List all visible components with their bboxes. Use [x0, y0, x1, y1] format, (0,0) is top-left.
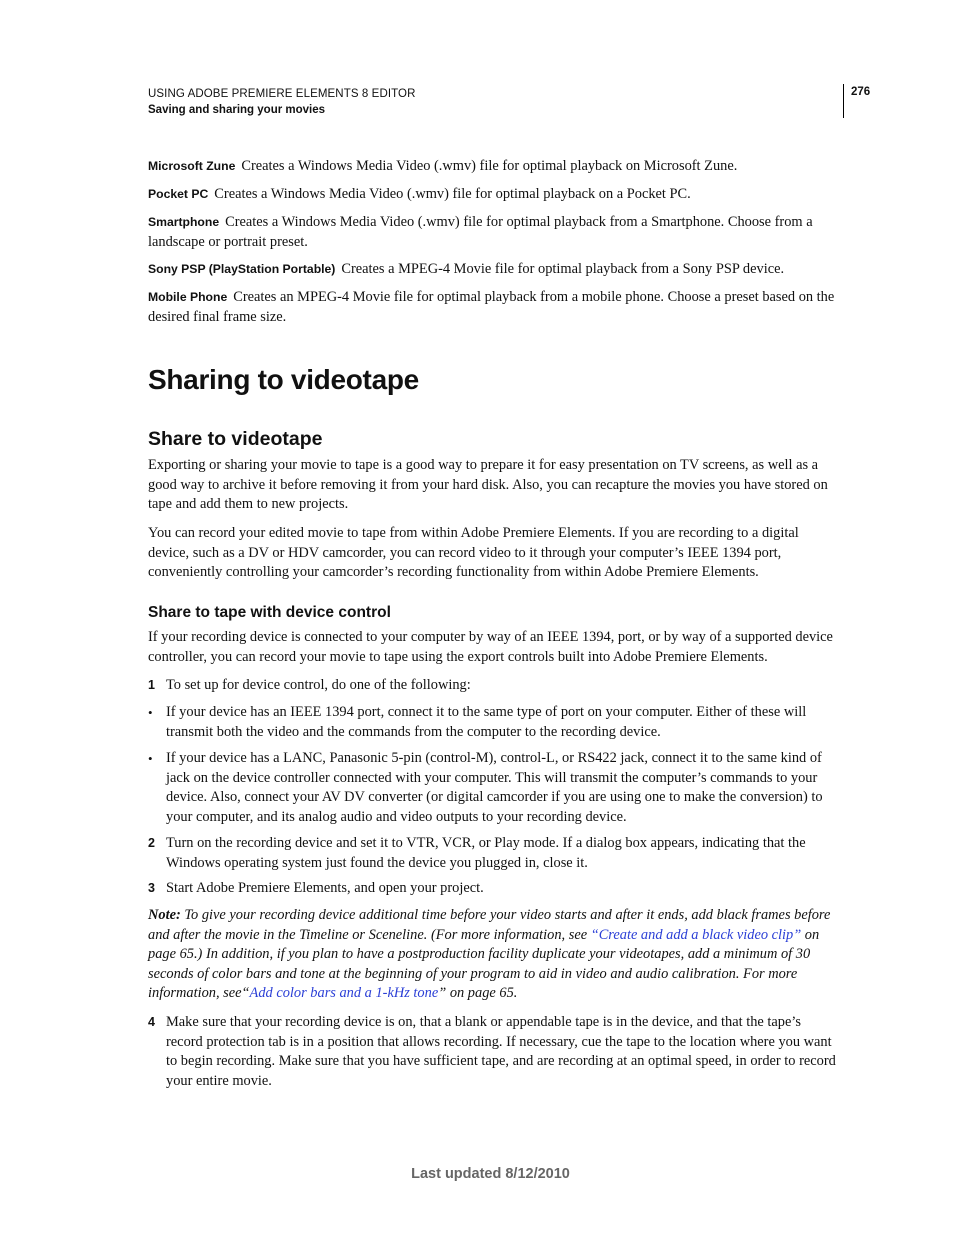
section-heading: Sharing to videotape	[148, 364, 419, 395]
preset-term: Mobile Phone	[148, 290, 228, 304]
topic-heading: Share to videotape	[148, 428, 323, 450]
preset-microsoft-zune	[148, 157, 840, 177]
preset-pocket-pc	[148, 185, 840, 205]
bullet-icon: •	[148, 705, 153, 720]
step-number: 4	[148, 1015, 155, 1029]
note-text: To give your recording device additional time before your video starts and after it ends, add black frames before and after the movie in the Timeline or Sceneline. (For more information, see	[148, 907, 831, 943]
preset-term: Sony PSP (PlayStation Portable)	[148, 262, 336, 276]
preset-term: Microsoft Zune	[148, 159, 236, 173]
device-intro-paragraph: If your recording device is connected to your computer by way of an IEEE 1394, port, or by way of a supported device controller, you can record your movie to tape using the export controls built into Adobe Premiere Elements.	[148, 629, 833, 665]
note-text: ” on page 65.	[438, 985, 518, 1002]
preset-description: Creates a Windows Media Video (.wmv) file for optimal playback from a Smartphone. Choose from a landscape or portrait preset.	[148, 214, 813, 250]
bullet-ieee1394: If your device has an IEEE 1394 port, connect it to the same type of port on your computer. Either of these will transmit both the video and the commands from the computer to the recording device.	[166, 704, 807, 740]
subtopic-heading: Share to tape with device control	[148, 604, 391, 621]
step-number: 2	[148, 836, 155, 850]
note-paragraph	[148, 906, 840, 1004]
step-number: 1	[148, 678, 155, 692]
header-divider	[843, 84, 844, 118]
preset-term: Smartphone	[148, 215, 220, 229]
link-color-bars-tone[interactable]: Add color bars and a 1-kHz tone	[249, 985, 439, 1002]
bullet-icon: •	[148, 751, 153, 766]
running-header-section: Saving and sharing your movies	[148, 104, 326, 116]
last-updated-footer: Last updated 8/12/2010	[411, 1166, 570, 1182]
bullet-lanc: If your device has a LANC, Panasonic 5-pin (control-M), control-L, or RS422 jack, connect it to the same kind of jack on the device controller connected with your computer. This will transmit the computer’s commands to your device. Also, connect your AV DV converter (or digital camcorder if you are using one to make the conversion) to your computer, and its analog audio and video outputs to your recording device.	[166, 750, 823, 825]
preset-description: Creates a MPEG-4 Movie file for optimal playback from a Sony PSP device.	[341, 261, 785, 277]
intro-paragraph-1: Exporting or sharing your movie to tape is a good way to prepare it for easy presentation on TV screens, as well as a good way to archive it before removing it from your hard disk. Also, you can recapture the movies you have stored on tape and add them to new projects.	[148, 457, 828, 513]
running-header-title: USING ADOBE PREMIERE ELEMENTS 8 EDITOR	[148, 88, 416, 100]
preset-term: Pocket PC	[148, 187, 209, 201]
preset-description: Creates a Windows Media Video (.wmv) file for optimal playback on a Pocket PC.	[214, 186, 691, 202]
note-text: on page 65.) In addition, if you plan to have a postproduction facility duplicate your videotapes, add a minimum of 30 seconds of color bars and tone at the beginning of your program to aid in video and audio calibration. For more information, see“	[148, 926, 820, 1002]
preset-mobile-phone	[148, 288, 840, 327]
preset-smartphone	[148, 213, 840, 252]
intro-paragraph-2: You can record your edited movie to tape from within Adobe Premiere Elements. If you are recording to a digital device, such as a DV or HDV camcorder, you can record video to it through your computer’s IEEE 1394 port, conveniently controlling your camcorder’s recording functionality from within Adobe Premiere Elements.	[148, 525, 799, 581]
link-black-video-clip[interactable]: “Create and add a black video clip”	[590, 926, 802, 943]
preset-description: Creates a Windows Media Video (.wmv) file for optimal playback on Microsoft Zune.	[241, 158, 738, 174]
step-number: 3	[148, 881, 155, 895]
step-1-text: To set up for device control, do one of the following:	[166, 677, 471, 693]
page-number: 276	[851, 86, 871, 98]
preset-description: Creates an MPEG-4 Movie file for optimal playback from a mobile phone. Choose a preset based on the desired final frame size.	[148, 289, 835, 325]
step-4-text: Make sure that your recording device is on, that a blank or appendable tape is in the device, and that the tape’s record protection tab is in a position that allows recording. If necessary, cue the tape to the location where you want to begin recording. Make sure that you have sufficient tape, and are recording at an optimal speed, in order to record your entire movie.	[166, 1014, 836, 1089]
note-label: Note:	[148, 907, 181, 923]
step-2-text: Turn on the recording device and set it to VTR, VCR, or Play mode. If a dialog box appears, indicating that the Windows operating system just found the device you plugged in, close it.	[166, 835, 806, 871]
preset-sony-psp	[148, 260, 840, 280]
step-3-text: Start Adobe Premiere Elements, and open your project.	[166, 880, 484, 896]
